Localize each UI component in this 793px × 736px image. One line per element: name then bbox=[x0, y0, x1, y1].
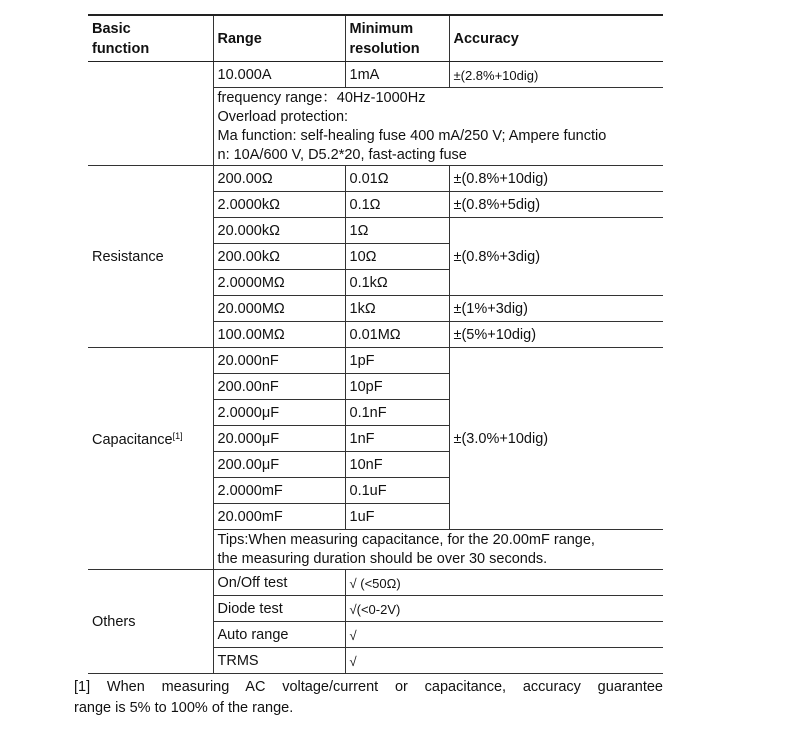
range-cell: 20.000kΩ bbox=[213, 218, 345, 244]
resolution-cell: 10pF bbox=[345, 374, 449, 400]
current-notes: frequency range：40Hz-1000Hz Overload protection: Ma function: self-healing fuse 400 mA/250 V; Ampere functio n: 10A/600 V, D5.2*20, fast-acting fuse bbox=[213, 88, 663, 166]
range-cell: 2.0000MΩ bbox=[213, 270, 345, 296]
footnote-line-1: [1] When measuring AC voltage/current or capacitance, accuracy guarantee bbox=[74, 679, 663, 695]
footnote-line-2: range is 5% to 100% of the range. bbox=[74, 700, 294, 716]
resolution-cell: 1uF bbox=[345, 504, 449, 530]
function-cell-others: Others bbox=[88, 570, 213, 674]
function-cell-current bbox=[88, 62, 213, 166]
range-cell: 100.00MΩ bbox=[213, 322, 345, 348]
range-cell: 200.00nF bbox=[213, 374, 345, 400]
resolution-cell: 0.01MΩ bbox=[345, 322, 449, 348]
accuracy-cell-merged: ±(3.0%+10dig) bbox=[449, 348, 663, 530]
others-value-cell: √ bbox=[345, 622, 663, 648]
resolution-cell: 10nF bbox=[345, 452, 449, 478]
range-cell: 20.000μF bbox=[213, 426, 345, 452]
others-name-cell: On/Off test bbox=[213, 570, 345, 596]
resolution-cell: 1kΩ bbox=[345, 296, 449, 322]
range-cell: 200.00Ω bbox=[213, 166, 345, 192]
table-row bbox=[88, 570, 663, 596]
range-cell: 200.00kΩ bbox=[213, 244, 345, 270]
range-cell: 2.0000μF bbox=[213, 400, 345, 426]
others-value-cell: √ (<50Ω) bbox=[345, 570, 663, 596]
header-range: Range bbox=[213, 15, 345, 62]
range-cell: 20.000nF bbox=[213, 348, 345, 374]
resolution-cell: 0.1nF bbox=[345, 400, 449, 426]
others-name-cell: Auto range bbox=[213, 622, 345, 648]
range-cell: 200.00μF bbox=[213, 452, 345, 478]
accuracy-cell: ±(1%+3dig) bbox=[449, 296, 663, 322]
resolution-cell: 1pF bbox=[345, 348, 449, 374]
header-row bbox=[88, 15, 663, 62]
resolution-cell: 0.01Ω bbox=[345, 166, 449, 192]
resolution-cell: 1Ω bbox=[345, 218, 449, 244]
others-name-cell: Diode test bbox=[213, 596, 345, 622]
accuracy-cell: ±(2.8%+10dig) bbox=[449, 62, 663, 88]
range-cell: 20.000mF bbox=[213, 504, 345, 530]
function-cell-resistance: Resistance bbox=[88, 166, 213, 348]
accuracy-cell-merged: ±(0.8%+3dig) bbox=[449, 218, 663, 296]
table-row bbox=[88, 348, 663, 374]
range-cell: 2.0000mF bbox=[213, 478, 345, 504]
accuracy-cell: ±(0.8%+5dig) bbox=[449, 192, 663, 218]
function-cell-capacitance: Capacitance[1] bbox=[88, 348, 213, 570]
table-row bbox=[88, 62, 663, 88]
others-value-cell: √ bbox=[345, 648, 663, 674]
footnote-ref: [1] bbox=[172, 430, 183, 441]
range-cell: 2.0000kΩ bbox=[213, 192, 345, 218]
resolution-cell: 1mA bbox=[345, 62, 449, 88]
range-cell: 10.000A bbox=[213, 62, 345, 88]
resolution-cell: 1nF bbox=[345, 426, 449, 452]
specification-table bbox=[88, 14, 663, 674]
resolution-cell: 10Ω bbox=[345, 244, 449, 270]
table-row bbox=[88, 166, 663, 192]
resolution-cell: 0.1kΩ bbox=[345, 270, 449, 296]
header-basic-function: Basic function bbox=[88, 15, 213, 62]
others-value-cell: √(<0-2V) bbox=[345, 596, 663, 622]
others-name-cell: TRMS bbox=[213, 648, 345, 674]
header-accuracy: Accuracy bbox=[449, 15, 663, 62]
resolution-cell: 0.1uF bbox=[345, 478, 449, 504]
accuracy-cell: ±(5%+10dig) bbox=[449, 322, 663, 348]
capacitance-tip: Tips:When measuring capacitance, for the 20.00mF range, the measuring duration should be over 30 seconds. bbox=[213, 530, 663, 570]
resolution-cell: 0.1Ω bbox=[345, 192, 449, 218]
header-minimum-resolution: Minimum resolution bbox=[345, 15, 449, 62]
footnote bbox=[74, 677, 663, 719]
accuracy-cell: ±(0.8%+10dig) bbox=[449, 166, 663, 192]
range-cell: 20.000MΩ bbox=[213, 296, 345, 322]
